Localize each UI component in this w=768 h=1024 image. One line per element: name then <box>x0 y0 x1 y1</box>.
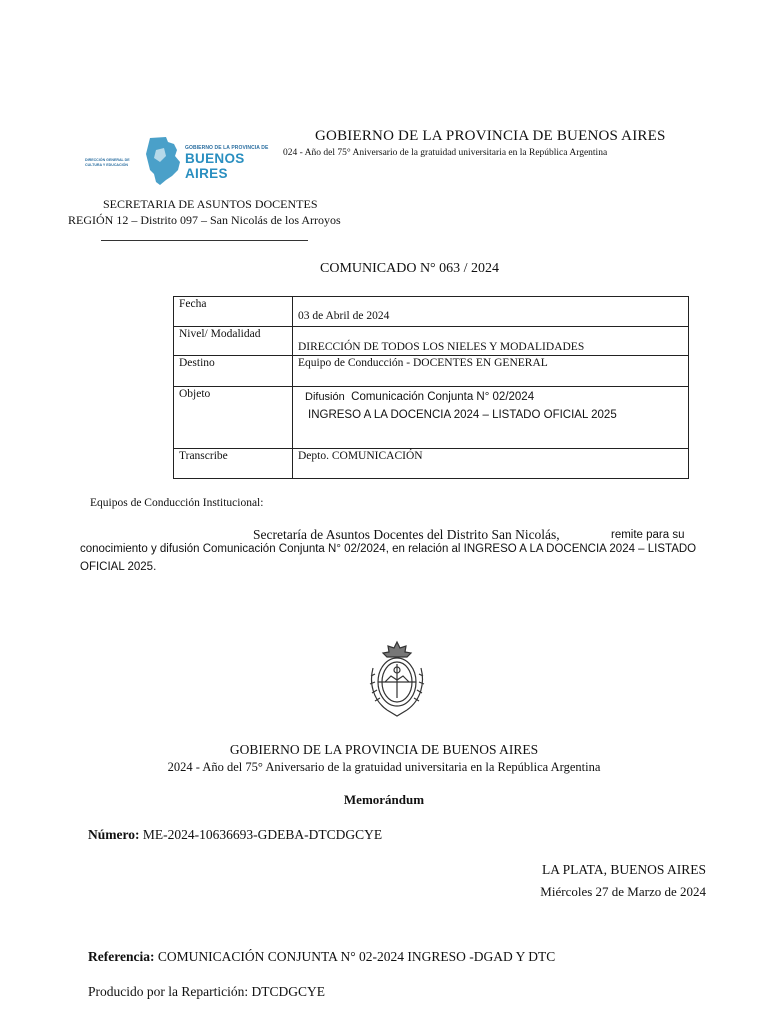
table-row-fecha <box>174 297 689 327</box>
body-paragraph-line-2: conocimiento y difusión Comunicación Conjunta N° 02/2024, en relación al INGRESO A LA DOCENCIA 2024 – LISTADO <box>80 543 697 555</box>
objeto-label: Objeto <box>174 387 293 449</box>
logo-small-text <box>85 158 145 167</box>
divider-line <box>101 240 308 241</box>
objeto-value-2: INGRESO A LA DOCENCIA 2024 – LISTADO OFICIAL 2025 <box>308 409 617 421</box>
referencia-label: Referencia: <box>88 949 155 964</box>
numero-value: ME-2024-10636693-GDEBA-DTCDGCYE <box>142 827 383 842</box>
table-row-destino <box>174 356 689 387</box>
objeto-value-1: Comunicación Conjunta N° 02/2024 <box>351 391 535 403</box>
memo-lugar: LA PLATA, BUENOS AIRES <box>542 862 706 877</box>
secretaria-sender: Secretaría de Asuntos Docentes del Distrito San Nicolás, <box>253 527 560 542</box>
memo-title: Memorándum <box>343 792 425 807</box>
header-subtitle: 024 - Año del 75° Aniversario de la gratuidad universitaria en la República Argentina <box>283 148 608 158</box>
gdeba-logo <box>82 130 282 188</box>
table-row-transcribe <box>174 449 689 479</box>
province-map-icon <box>144 136 182 186</box>
coat-of-arms-icon <box>367 638 427 720</box>
objeto-difusion: Difusión <box>305 391 345 403</box>
transcribe-label: Transcribe <box>174 449 293 479</box>
header-title: GOBIERNO DE LA PROVINCIA DE BUENOS AIRES <box>315 128 666 144</box>
destino-label: Destino <box>174 356 293 387</box>
numero-label: Número: <box>88 827 140 842</box>
logo-buenos-aires-text: BUENOS AIRES <box>185 151 245 181</box>
memo-referencia <box>88 949 555 965</box>
logo-gobierno-text: GOBIERNO DE LA PROVINCIA DE <box>185 145 269 151</box>
remite-text: remite para su <box>611 529 685 541</box>
logo-small-line-2: CULTURA Y EDUCACIÓN <box>85 162 128 167</box>
body-paragraph-line-3: OFICIAL 2025. <box>80 561 157 573</box>
fecha-value: 03 de Abril de 2024 <box>298 310 390 322</box>
logo-small-line-1: DIRECCIÓN GENERAL DE <box>85 158 130 162</box>
transcribe-value: Depto. COMUNICACIÓN <box>293 449 689 479</box>
fecha-label: Fecha <box>174 297 293 327</box>
objeto-line-1 <box>298 388 683 403</box>
secretaria-line-2: REGIÓN 12 – Distrito 097 – San Nicolás de los Arroyos <box>68 213 341 227</box>
memo-gobierno: GOBIERNO DE LA PROVINCIA DE BUENOS AIRES <box>229 742 539 757</box>
referencia-value: COMUNICACIÓN CONJUNTA N° 02-2024 INGRESO -DGAD Y DTC <box>157 949 556 964</box>
comunicado-title: COMUNICADO N° 063 / 2024 <box>320 261 500 276</box>
nivel-label: Nivel/ Modalidad <box>174 327 293 356</box>
secretaria-line-1: SECRETARIA DE ASUNTOS DOCENTES <box>103 197 318 211</box>
table-row-nivel <box>174 327 689 356</box>
objeto-cell <box>293 387 689 449</box>
info-table <box>173 296 689 479</box>
destino-value: Equipo de Conducción - DOCENTES EN GENERAL <box>293 356 689 387</box>
memo-numero <box>88 827 382 843</box>
memo-fecha: Miércoles 27 de Marzo de 2024 <box>540 884 706 899</box>
fecha-cell <box>293 297 689 327</box>
equipos-greeting: Equipos de Conducción Institucional: <box>90 497 264 509</box>
table-row-objeto <box>174 387 689 449</box>
memo-anio: 2024 - Año del 75° Aniversario de la gratuidad universitaria en la República Argentina <box>167 760 601 774</box>
nivel-value: DIRECCIÓN DE TODOS LOS NIELES Y MODALIDADES <box>298 341 585 353</box>
memo-producido: Producido por la Repartición: DTCDGCYE <box>88 984 325 999</box>
nivel-cell <box>293 327 689 356</box>
